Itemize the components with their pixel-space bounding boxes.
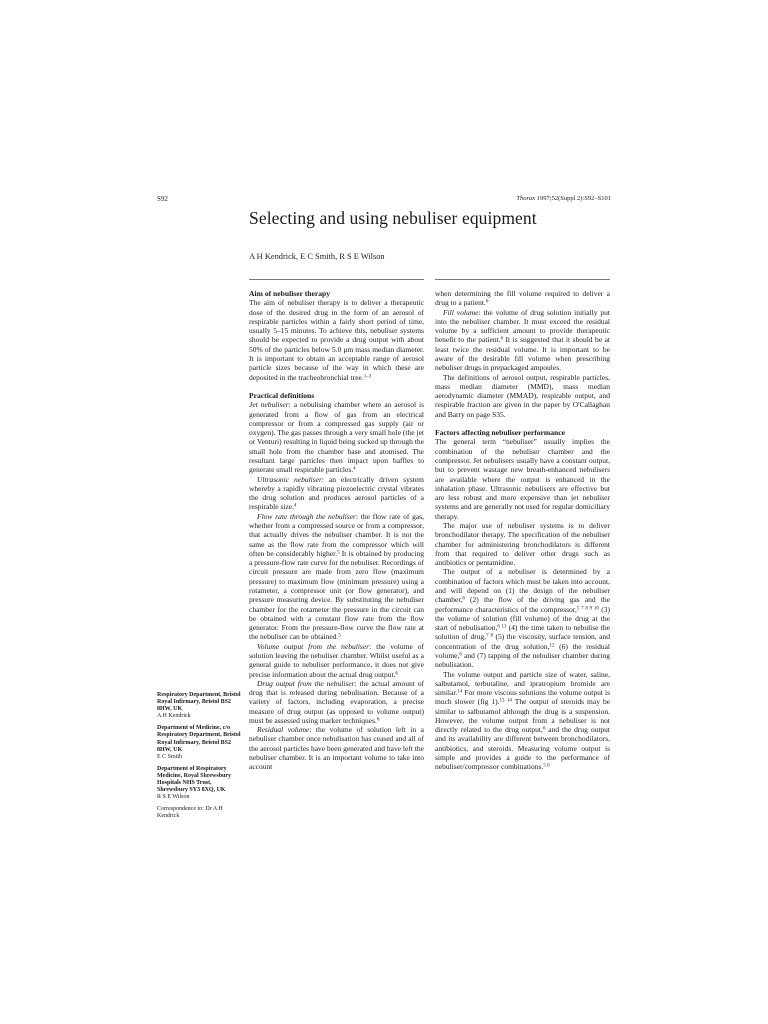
text-run: It is obtained by producing a pressure-flow rate curve for the nebuliser. Recordings of circuit pressure are made from zero flow (maximum pressure) to maximum flow (minimum pressure) using a rotameter, a compressor unit (or flow generator), and pressure measuring device. By substituting the nebuliser chamber for the rotameter the pressure in the circuit can be obtained with a constant flow rate from the flow generator. From the pressure-flow curve the flow rate at the nebuliser can be obtained. <box>249 548 424 642</box>
affiliation-author: A H Kendrick <box>157 713 191 720</box>
reference-superscript: 1–3 <box>363 374 372 380</box>
text-run: : the flow rate of gas, whether from a compressed source or from a compressor, that actually drives the nebuliser chamber. It is not the same as the flow rate from the compressor which will often be considerably higher. <box>249 511 424 558</box>
text-run: and (7) tapping of the nebuliser chamber during nebulisation. <box>435 650 610 670</box>
reference-superscript: 4 <box>353 466 356 472</box>
body-paragraph <box>435 670 610 772</box>
reference-superscript: 5 <box>337 550 340 556</box>
article-title: Selecting and using nebuliser equipment <box>249 208 537 228</box>
author-list: A H Kendrick, E C Smith, R S E Wilson <box>249 252 385 261</box>
reference-superscript: 4 <box>293 503 297 509</box>
text-run: when determining the fill volume required to deliver a drug to a patient. <box>435 289 610 308</box>
body-paragraph <box>249 679 424 725</box>
reference-superscript: 6 <box>459 652 462 658</box>
left-column-divider <box>249 279 424 280</box>
right-column-divider <box>435 279 610 280</box>
affiliation-author: E C Smith <box>157 753 183 760</box>
body-paragraph <box>249 725 424 771</box>
text-run: The output of a nebuliser is determined by a combination of factors which must be taken into account, and will depend on (1) the design of the nebuliser chamber, <box>435 567 610 605</box>
section-heading: Practical definitions <box>249 391 315 401</box>
reference-superscript: 12 <box>549 643 555 649</box>
affiliation-block <box>157 692 242 720</box>
right-text-column <box>435 289 610 772</box>
affiliation-author: Correspondence to: Dr A H Kendrick <box>157 806 223 820</box>
italic-term: Residual volume <box>257 725 310 735</box>
body-paragraph <box>435 289 610 308</box>
affiliation-institution: Department of Respiratory Medicine, Royal Shrewsbury Hospitals NHS Trust, Shrewsbury SY3 8XQ, UK <box>157 765 232 794</box>
text-run: : an electrically driven system whereby a rapidly vibrating piezoelectric crystal vibrates the drug solution and produces aerosol particles of a respirable size. <box>249 474 424 512</box>
affiliation-block <box>157 766 242 801</box>
reference-superscript: 6 <box>376 717 380 723</box>
section-gap <box>435 419 610 428</box>
text-run: (3) the volume of solution (fill volume) of the drug at the start of nebulisation, <box>435 604 610 633</box>
italic-term: Flow rate through the nebuliser <box>257 511 356 521</box>
reference-superscript: 14 <box>457 689 463 695</box>
text-run: and the drug output and its availability are different between bronchodilators, antibiotics, and steroids. Measuring volume output is simple and provides a guide to the performance of nebuliser/compressor combinations. <box>435 725 610 772</box>
text-run: The definitions of aerosol output, respirable particles, mass median diameter (MMD), mass median aerodynamic diameter (MMAD), respirable output, and respirable fraction are given in the paper by O'Callaghan and Barry on page S35. <box>435 372 610 419</box>
text-run: It is suggested that it should be at least twice the residual volume. It is important to be aware of the desirable fill volume when prescribing nebuliser drugs in prepackaged ampoules. <box>435 335 610 373</box>
reference-superscript: 7 8 <box>486 633 493 639</box>
italic-term: Fill volume <box>443 307 479 317</box>
body-paragraph <box>435 437 610 521</box>
body-paragraph <box>249 642 424 679</box>
section-heading: Aim of nebuliser therapy <box>249 289 331 298</box>
reference-superscript: 6 <box>485 299 489 305</box>
affiliation-institution: Department of Medicine, c/o Respiratory Department, Bristol Royal Infirmary, Bristol BS2 8HW, UK <box>157 725 241 753</box>
reference-superscript: 5 <box>338 633 341 639</box>
text-run: The general term “nebuliser” usually implies the combination of the nebuliser chamber and the compressor. Jet nebulisers usually have a constant output, but to prevent wastage new breath-enhanced nebulisers are available where the output is enhanced in the inhalation phase. Ultrasonic nebulisers are effective but are less robust and more expensive than jet nebuliser systems and are generally not used for regular domiciliary therapy. <box>435 437 610 521</box>
affiliation-author: R S E Wilson <box>157 794 190 801</box>
text-run: (2) the flow of the driving gas and the performance characteristics of the compressor, <box>435 595 610 614</box>
body-paragraph <box>249 512 424 642</box>
text-run: : the volume of solution leaving the nebuliser chamber. Whilst useful as a general guide to nebuliser performance, it does not give precise information about the actual drug output. <box>249 641 424 679</box>
body-paragraph <box>249 475 424 512</box>
text-run: (4) the time taken to nebulise the solution of drug, <box>435 623 610 642</box>
section-gap <box>249 382 424 391</box>
body-paragraph <box>435 521 610 567</box>
body-paragraph <box>249 298 424 382</box>
affiliations-sidebar <box>157 692 242 826</box>
text-run: : the volume of drug solution initially put into the nebuliser chamber. It must exceed the residual volume by a sufficient amount to provide therapeutic benefit to the patient. <box>435 307 610 345</box>
reference-superscript: 6 <box>462 596 465 602</box>
journal-citation <box>516 195 611 202</box>
reference-superscript: 6 <box>395 671 398 677</box>
italic-term: Drug output from the nebuliser <box>257 678 355 688</box>
section-heading: Factors affecting nebuliser performance <box>435 428 565 438</box>
text-run: For more viscous solutions the volume output is much slower (fig 1). <box>435 688 610 707</box>
text-run: : a nebulising chamber where an aerosol is generated from a flow of gas from an electrical compressor or from a compressed gas supply (air or oxygen). The gas passes through a very small hole (the jet or Venturi) resulting in liquid being sucked up through the small hole from the chamber base and atomised. The resultant large particles then impact upon baffles to generate small respirable particles. <box>249 400 425 475</box>
text-run: The major use of nebuliser systems is to deliver bronchodilator therapy. The specification of the nebuliser chamber for administering bronchodilators is different from that required to deliver other drugs such as antibiotics or pentamidine. <box>435 521 610 568</box>
text-run: The volume output and particle size of water, saline, salbutamol, terbutaline, and ipratropium bromide are similar. <box>435 669 610 698</box>
italic-term: Jet nebuliser <box>249 400 289 410</box>
affiliation-block <box>157 806 242 820</box>
text-run: (5) the viscosity, surface tension, and concentration of the drug solution, <box>435 632 610 651</box>
affiliation-institution: Respiratory Department, Bristol Royal Infirmary, Bristol BS2 8HW, UK <box>157 692 241 713</box>
page-number: S92 <box>157 195 168 203</box>
body-paragraph <box>435 567 610 669</box>
italic-term: Ultrasonic nebuliser <box>257 474 322 484</box>
affiliation-block <box>157 725 242 760</box>
text-run: : the volume of solution left in a nebuliser chamber once nebulisation has ceased and all of the aerosol particles have been generated and have left the nebuliser chamber. It is an important volume to take into account <box>249 725 424 772</box>
italic-term: Volume output from the nebuliser <box>257 641 370 651</box>
reference-superscript: 6 <box>542 726 546 732</box>
text-run: (6) the residual volume, <box>435 641 610 660</box>
body-paragraph <box>435 373 610 419</box>
reference-superscript: 5 6 <box>543 763 550 769</box>
reference-superscript: 13 14 <box>499 698 512 704</box>
citation-details: 1997;52(Suppl 2):S92–S101 <box>535 195 611 202</box>
text-run: : the actual amount of drug that is released during nebulisation. Because of a variety of factors, including evaporation, a precise measure of drug output (as opposed to volume output) must be assessed using marker techniques. <box>249 678 424 725</box>
body-paragraph <box>435 308 610 373</box>
reference-superscript: 6 11 <box>497 624 507 630</box>
reference-superscript: 5 7 8 9 10 <box>576 606 599 612</box>
text-run: The aim of nebuliser therapy is to deliver a therapeutic dose of the desired drug in the form of an aerosol of respirable particles within a fairly short period of time, usually 5–15 minutes. To achieve this, nebuliser systems should be expected to provide a drug output with about 50% of the particles below 5.0 μm mass median diameter. It is important to obtain an acceptable range of aerosol particle sizes because of the way in which these are deposited in the tracheobronchial tree. <box>249 298 424 382</box>
text-run: The output of steroids may be similar to salbutamol although the drug is a suspension. However, the volume output from a nebuliser is not directly related to the drug output, <box>435 697 611 735</box>
reference-superscript: 6 <box>500 336 504 342</box>
journal-name: Thorax <box>516 195 536 202</box>
body-paragraph <box>249 400 424 474</box>
left-text-column <box>249 289 424 772</box>
